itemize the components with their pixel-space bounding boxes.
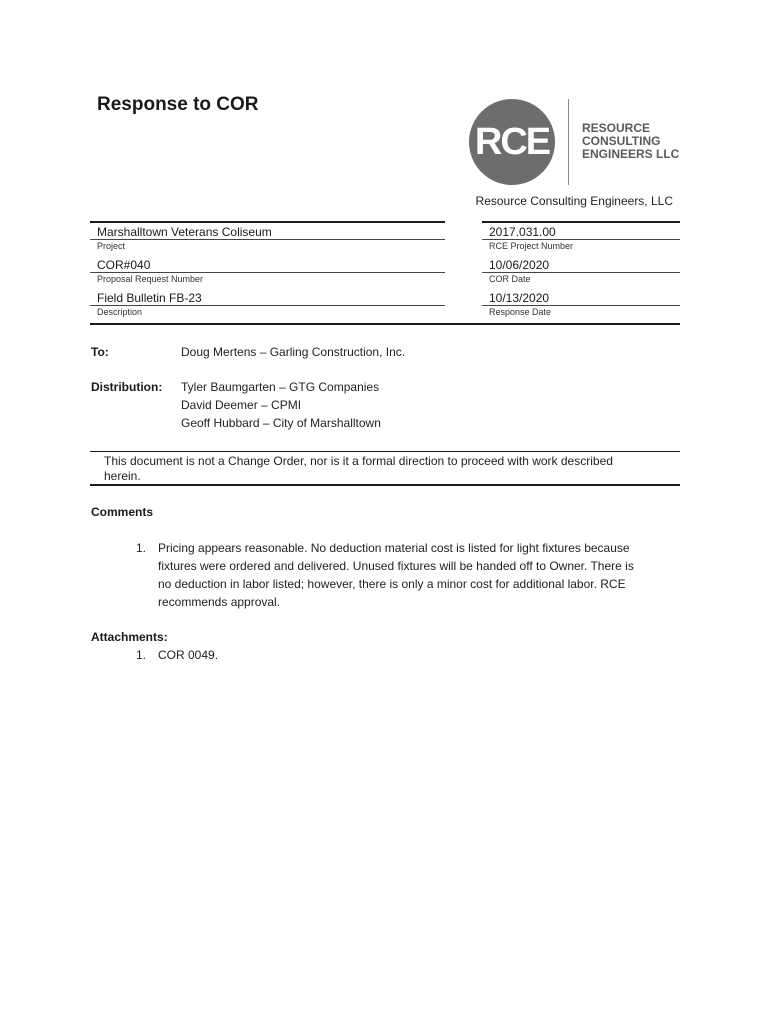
to-label: To:: [91, 345, 109, 359]
attachments-heading: Attachments:: [91, 630, 168, 644]
comment-text: [158, 539, 634, 611]
cor-date-label: COR Date: [489, 274, 531, 284]
document-title: Response to COR: [97, 94, 259, 115]
proposal-request-number-label: Proposal Request Number: [97, 274, 204, 284]
company-name: Resource Consulting Engineers, LLC: [475, 194, 673, 208]
description-value: Field Bulletin FB-23: [97, 291, 202, 305]
comment-line: recommends approval.: [158, 595, 281, 609]
rce-project-number-underline: [482, 239, 680, 240]
rce-logo-mark: RCE: [469, 99, 555, 185]
comment-line: Pricing appears reasonable. No deduction material cost is listed for light fixtures because: [158, 541, 630, 555]
attachment-item: COR 0049.: [158, 648, 219, 662]
notice-line-1: This document is not a Change Order, nor is it a formal direction to proceed with work described: [104, 454, 613, 468]
logo-line-2: CONSULTING: [582, 134, 661, 148]
comment-line: fixtures were ordered and delivered. Unused fixtures will be handed off to Owner. There is: [158, 559, 634, 573]
attachment-number: 1.: [136, 648, 147, 662]
response-date-value: 10/13/2020: [489, 291, 550, 305]
project-underline: [90, 239, 445, 240]
response-date-label: Response Date: [489, 307, 552, 317]
distribution-item: Tyler Baumgarten – GTG Companies: [181, 380, 380, 394]
description-underline: [90, 305, 445, 306]
logo-divider: [568, 99, 569, 185]
to-value: Doug Mertens – Garling Construction, Inc.: [181, 345, 406, 359]
comments-heading: Comments: [91, 505, 154, 519]
logo-line-1: RESOURCE: [582, 121, 651, 135]
notice-bottom-rule: [90, 484, 680, 486]
cor-date-underline: [482, 272, 680, 273]
description-label: Description: [97, 307, 143, 317]
notice-line-2: herein.: [104, 469, 141, 483]
project-value: Marshalltown Veterans Coliseum: [97, 225, 272, 239]
rce-project-number-label: RCE Project Number: [489, 241, 574, 251]
rce-project-number-value: 2017.031.00: [489, 225, 556, 239]
comment-number: 1.: [136, 541, 147, 555]
distribution-item: Geoff Hubbard – City of Marshalltown: [181, 416, 381, 430]
cor-date-value: 10/06/2020: [489, 258, 550, 272]
header-bottom-rule: [90, 323, 680, 325]
logo-line-3: ENGINEERS LLC: [582, 147, 680, 161]
distribution-label: Distribution:: [91, 380, 163, 394]
proposal-request-number-underline: [90, 272, 445, 273]
comment-line: no deduction in labor listed; however, there is only a minor cost for additional labor. RCE: [158, 577, 626, 591]
project-label: Project: [97, 241, 126, 251]
top-rule-right: [482, 221, 680, 223]
top-rule-left: [90, 221, 445, 223]
rce-logo-text: [582, 122, 679, 161]
notice-top-rule: [90, 451, 680, 452]
distribution-item: David Deemer – CPMI: [181, 398, 302, 412]
proposal-request-number-value: COR#040: [97, 258, 151, 272]
response-date-underline: [482, 305, 680, 306]
